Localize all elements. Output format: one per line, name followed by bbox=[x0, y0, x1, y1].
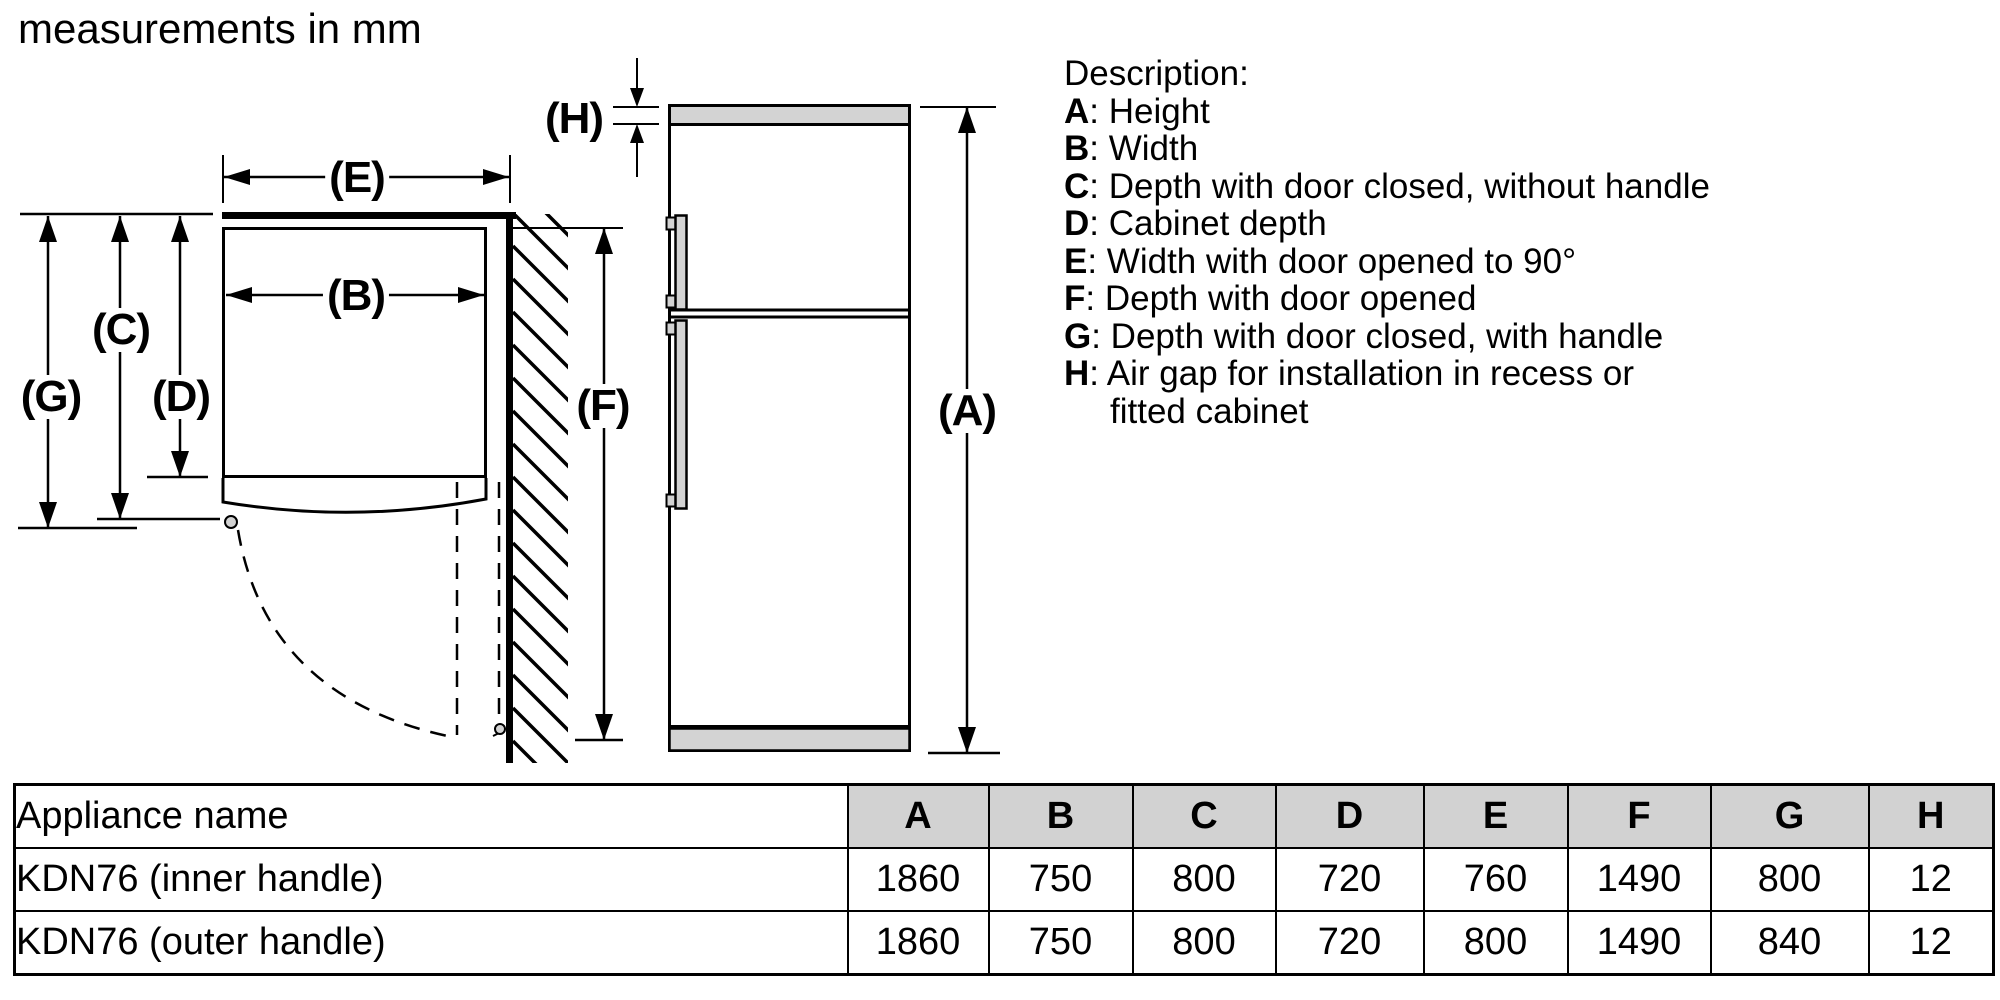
description-key: F bbox=[1064, 279, 1086, 318]
description-text: : Air gap for installation in recess or bbox=[1089, 354, 1634, 393]
value-h: 12 bbox=[1869, 848, 1994, 911]
header-h: H bbox=[1869, 785, 1994, 849]
description-heading: Description: bbox=[1064, 54, 1249, 93]
wall-hatching bbox=[513, 180, 573, 801]
dim-label-h: (H) bbox=[541, 97, 607, 141]
description-block bbox=[1064, 55, 1854, 430]
table-row bbox=[15, 911, 1994, 975]
description-text-wrap: fitted cabinet bbox=[1110, 391, 1309, 431]
description-text: : Depth with door closed, with handle bbox=[1091, 316, 1664, 356]
value-c: 800 bbox=[1133, 848, 1276, 911]
dim-label-b: (B) bbox=[323, 274, 389, 318]
header-b: B bbox=[989, 785, 1133, 849]
header-a: A bbox=[848, 785, 989, 849]
header-appliance-name: Appliance name bbox=[15, 785, 848, 849]
dimensions-table bbox=[13, 783, 1995, 976]
description-item bbox=[1064, 355, 1854, 393]
description-item bbox=[1064, 130, 1854, 168]
description-item bbox=[1064, 280, 1854, 318]
value-h: 12 bbox=[1869, 911, 1994, 975]
description-item bbox=[1064, 243, 1854, 281]
value-g: 800 bbox=[1711, 848, 1869, 911]
description-key: B bbox=[1064, 129, 1090, 168]
description-text: : Height bbox=[1089, 91, 1210, 131]
dim-label-e: (E) bbox=[325, 156, 389, 200]
value-c: 800 bbox=[1133, 911, 1276, 975]
value-b: 750 bbox=[989, 848, 1133, 911]
description-key: C bbox=[1064, 166, 1090, 206]
dim-label-d: (D) bbox=[148, 375, 214, 419]
dim-label-a: (A) bbox=[934, 389, 1000, 433]
value-a: 1860 bbox=[848, 848, 989, 911]
value-f: 1490 bbox=[1568, 911, 1711, 975]
door-swing-arc bbox=[238, 530, 452, 737]
description-text: : Depth with door closed, without handle bbox=[1089, 166, 1710, 206]
value-g: 840 bbox=[1711, 911, 1869, 975]
description-item bbox=[1064, 205, 1854, 243]
table-row bbox=[15, 848, 1994, 911]
value-a: 1860 bbox=[848, 911, 989, 975]
top-view bbox=[222, 180, 573, 801]
description-text: : Cabinet depth bbox=[1089, 204, 1327, 243]
appliance-name: KDN76 (inner handle) bbox=[15, 848, 848, 911]
header-f: F bbox=[1568, 785, 1711, 849]
description-text: : Depth with door opened bbox=[1085, 279, 1477, 318]
opened-door-hinge bbox=[495, 724, 505, 734]
closed-door bbox=[223, 478, 486, 512]
appliance-name: KDN76 (outer handle) bbox=[15, 911, 848, 975]
value-e: 800 bbox=[1424, 911, 1568, 975]
description-text: : Width with door opened to 90° bbox=[1087, 241, 1577, 281]
description-text: : Width bbox=[1089, 129, 1199, 168]
dim-label-g: (G) bbox=[17, 375, 86, 419]
header-d: D bbox=[1276, 785, 1424, 849]
value-f: 1490 bbox=[1568, 848, 1711, 911]
description-key: E bbox=[1064, 241, 1088, 281]
description-item bbox=[1064, 93, 1854, 131]
description-key: D bbox=[1064, 204, 1090, 243]
cabinet-outline bbox=[224, 229, 486, 477]
page-title: measurements in mm bbox=[18, 5, 422, 52]
header-c: C bbox=[1133, 785, 1276, 849]
opened-door-dashed bbox=[457, 482, 499, 735]
dim-label-c: (C) bbox=[88, 308, 154, 352]
description-item bbox=[1064, 168, 1854, 206]
door-hinge bbox=[225, 516, 237, 528]
value-e: 760 bbox=[1424, 848, 1568, 911]
side-view bbox=[667, 106, 912, 751]
description-key: A bbox=[1064, 91, 1090, 131]
value-b: 750 bbox=[989, 911, 1133, 975]
table-header-row bbox=[15, 785, 1994, 849]
description-item bbox=[1064, 318, 1854, 356]
header-e: E bbox=[1424, 785, 1568, 849]
description-key: H bbox=[1064, 354, 1090, 393]
opened-door-line bbox=[222, 212, 516, 219]
description-key: G bbox=[1064, 316, 1092, 356]
dim-label-f: (F) bbox=[572, 384, 633, 428]
value-d: 720 bbox=[1276, 911, 1424, 975]
wall bbox=[506, 212, 513, 763]
value-d: 720 bbox=[1276, 848, 1424, 911]
header-g: G bbox=[1711, 785, 1869, 849]
